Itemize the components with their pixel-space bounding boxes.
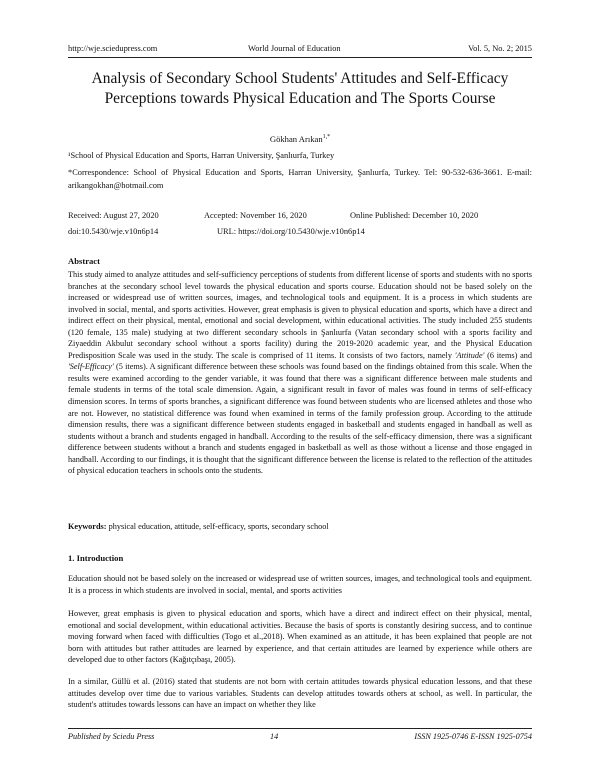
title-line-2: Perceptions towards Physical Education and The Sports Course	[104, 90, 496, 107]
issn: ISSN 1925-0746 E-ISSN 1925-0754	[414, 732, 532, 741]
author-superscript: 1,*	[322, 134, 331, 141]
article-url[interactable]: URL: https://doi.org/10.5430/wje.v10n6p14	[217, 227, 365, 236]
intro-paragraph: In a similar, Güllü et al. (2016) stated that students are not born with certain attitudes towards physical education lessons, and that these attitudes develop over time due to various variables. Students can develop attitudes towards others at school, as well. In particular, the student's attitudes towards lessons can have an impact on whether they like	[68, 677, 532, 710]
abstract-part-2: (5 items). A significant difference between these schools was found based on the findings obtained from this scale. When the results were examined according to the gender variable, it was found that there was a significant difference between male students and female students in terms of the total scale dimension. Again, a significant result in favor of males was found in terms of self-efficacy dimension scores. In terms of sports branches, a significant difference was found between students who are licensed athletes and those who are not. However, no statistical difference was found when examined in terms of the family profession group. According to the attitude dimension results, there was a significant difference between students engaged in basketball and students engaged in handball as well as students without a branch and students engaged in handball. According to the results of the self-efficacy dimension, there was a significant difference between students without a branch and students engaged in basketball as well as those without a license and those engaged in handball. According to our findings, it is thought that the significant difference between the license is related to the reflection of the attitudes of physical education teachers in schools onto the students.	[68, 362, 533, 476]
introduction-heading: 1. Introduction	[68, 553, 124, 563]
doi[interactable]: doi:10.5430/wje.v10n6p14	[68, 227, 159, 236]
publisher: Published by Sciedu Press	[68, 732, 155, 741]
header-rule	[68, 57, 532, 58]
correspondence: *Correspondence: School of Physical Education and Sports, Harran University, Şanlıurfa, Turkey. Tel: 90-532-636-3661. E-mail: arikangokhan@hotmail.com	[68, 168, 532, 190]
received-date: Received: August 27, 2020	[68, 211, 159, 220]
running-header	[68, 44, 532, 56]
accepted-date: Accepted: November 16, 2020	[204, 211, 307, 220]
keywords-label: Keywords:	[68, 522, 107, 531]
page-number: 14	[270, 732, 279, 741]
intro-paragraph: Education should not be based solely on the increased or widespread use of written sources, images, and technological tools and equipment. It is a process in which students are involved in social, mental, and sports activities	[68, 574, 532, 595]
keywords-line	[68, 521, 532, 533]
abstract-body	[68, 269, 532, 477]
journal-url[interactable]: http://wje.sciedupress.com	[68, 44, 158, 53]
title-line-1: Analysis of Secondary School Students' Attitudes and Self-Efficacy	[91, 70, 509, 87]
author-name: Gökhan Arıkan	[269, 134, 323, 144]
factor-attitude: 'Attitude'	[454, 350, 485, 360]
footer-rule	[68, 728, 532, 729]
journal-name: World Journal of Education	[248, 44, 341, 53]
abstract-mid: (6 items) and	[484, 350, 532, 360]
intro-paragraph: However, great emphasis is given to physical education and sports, which have a direct and indirect effect on their physical, mental, emotional and social development, within educational activities. Because the basis of sports is constantly desiring success, and to continue moving forward when faced with difficulties (Togo et al.,2018). When examined as an attitude, it has been explained that people are not born with attitudes but rather attitudes are learned by experience, and that certain attitudes are learned by experience while others are developed due to other factors (Kağıtçıbaşı, 2005).	[68, 609, 532, 665]
keywords-list: physical education, attitude, self-efficacy, sports, secondary school	[108, 522, 329, 531]
affiliation: ¹School of Physical Education and Sports, Harran University, Şanlıurfa, Turkey	[68, 151, 335, 160]
abstract-heading: Abstract	[68, 256, 100, 266]
abstract-part-1: This study aimed to analyze attitudes and self-sufficiency perceptions of students from different license of sports and students with no sports branches at the secondary school level towards the physical education and sports course. Education should not be based solely on the increased or widespread use of written sources, images, and technological tools and equipment. It is a process in which students are involved in social, mental, and sports activities. However, great emphasis is given to physical education and sports, which have a direct and indirect effect on their physical, mental, emotional and social development, within educational activities. The study included 255 students (120 female, 135 male) studying at two different secondary schools in Şanlıurfa (Vatan secondary school with a sports facility and Ziyaeddin Akbulut secondary school without a sports facility) during the 2019-2020 academic year, and the Physical Education Predisposition Scale was used in the study. The scale is comprised of 11 items. It consists of two factors, namely	[68, 270, 532, 360]
paper-title	[68, 69, 532, 109]
factor-self-efficacy: 'Self-Efficacy'	[68, 362, 114, 372]
volume-info: Vol. 5, No. 2; 2015	[468, 44, 532, 53]
author	[68, 134, 532, 144]
published-date: Online Published: December 10, 2020	[350, 211, 479, 220]
